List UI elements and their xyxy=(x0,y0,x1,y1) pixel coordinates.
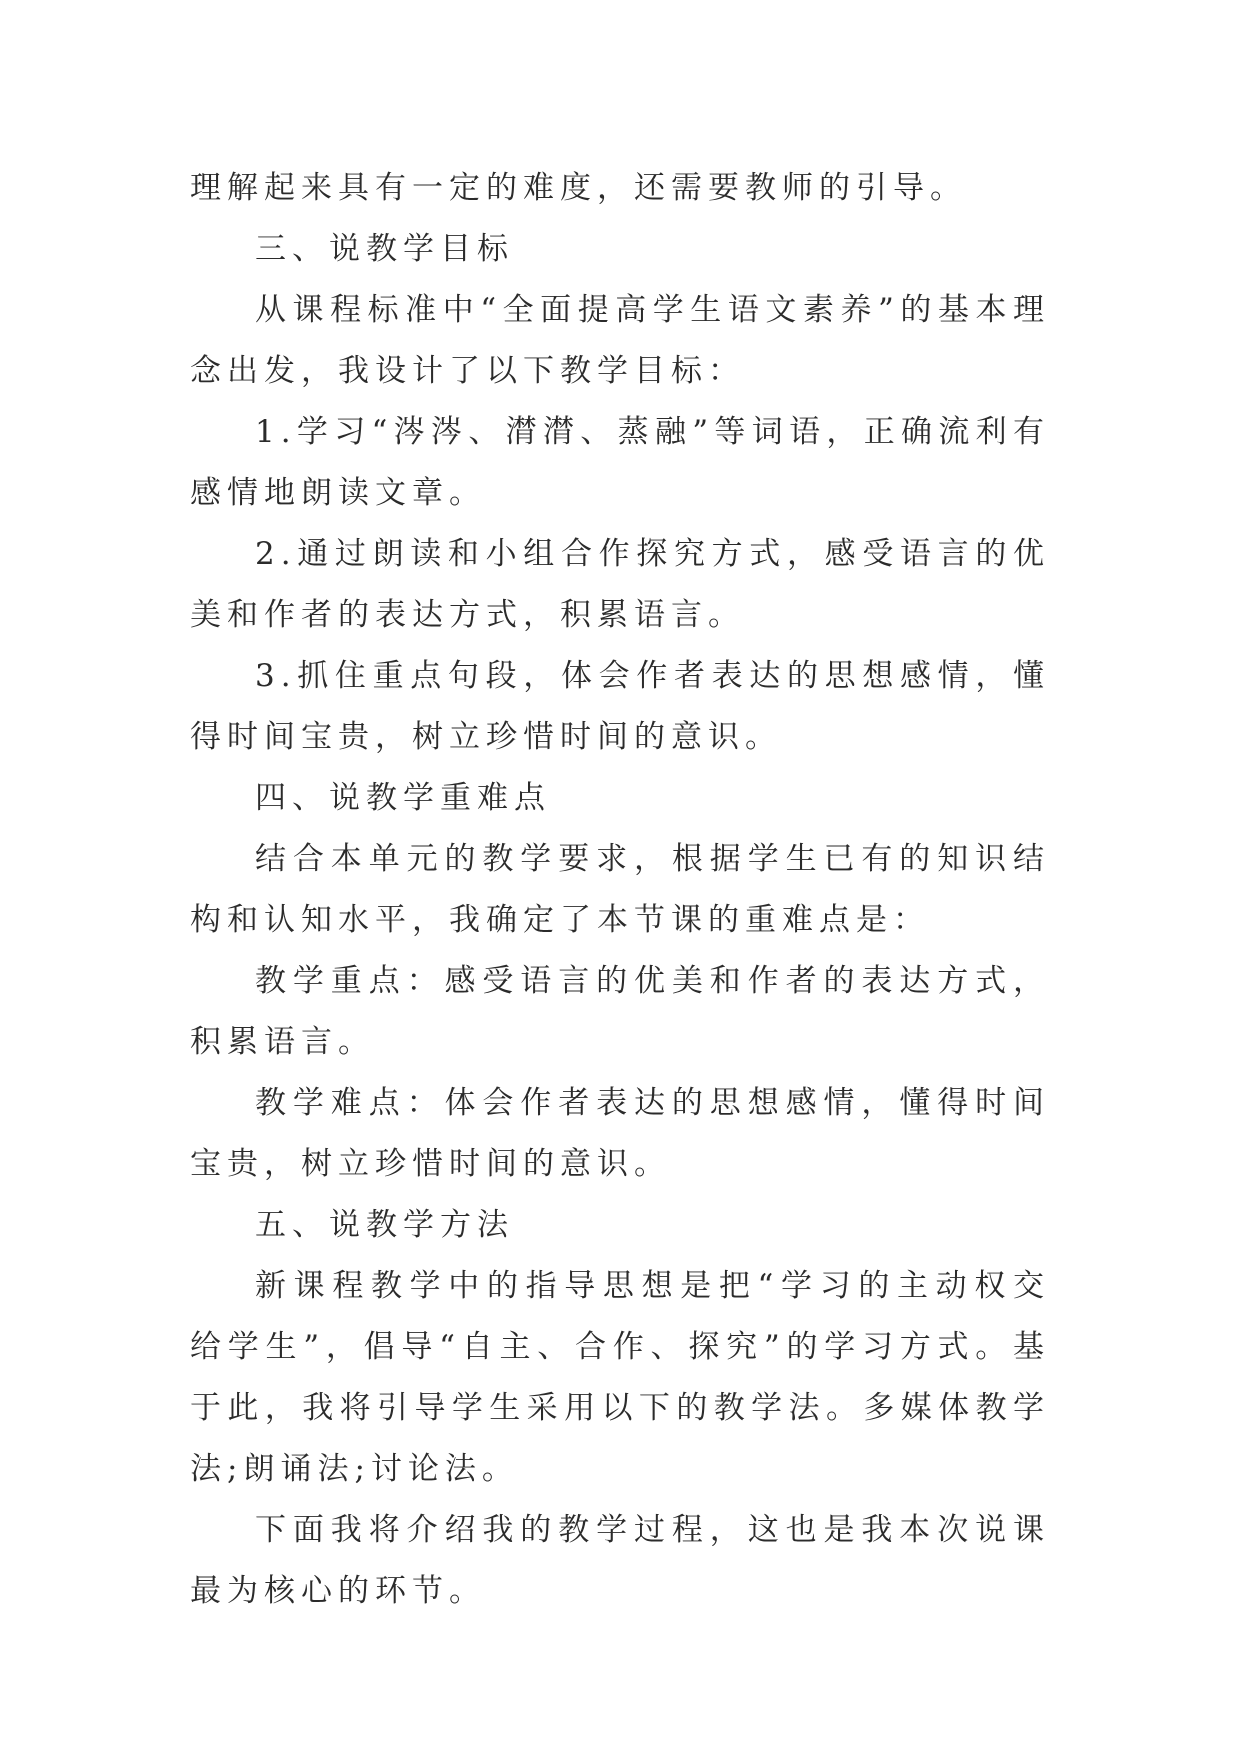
section-heading-methods: 五、说教学方法 xyxy=(255,1207,514,1243)
paragraph-continuation: 理解起来具有一定的难度，还需要教师的引导。 xyxy=(190,170,967,206)
paragraph-methods: 新课程教学中的指导思想是把“学习的主动权交给学生”，倡导“自主、合作、探究”的学习方式。基于此，我将引导学生采用以下的教学法。多媒体教学法;朗诵法;讨论法。 xyxy=(190,1268,1050,1487)
paragraph-objectives-intro: 从课程标准中“全面提高学生语文素养”的基本理念出发，我设计了以下教学目标： xyxy=(190,292,1050,389)
paragraph-teaching-focus: 教学重点：感受语言的优美和作者的表达方式，积累语言。 xyxy=(190,963,1050,1060)
section-heading-objectives: 三、说教学目标 xyxy=(255,231,514,267)
objective-item-2: 2.通过朗读和小组合作探究方式，感受语言的优美和作者的表达方式，积累语言。 xyxy=(190,536,1050,633)
objective-item-1: 1.学习“涔涔、潸潸、蒸融”等词语，正确流利有感情地朗读文章。 xyxy=(190,414,1050,511)
paragraph-key-points-intro: 结合本单元的教学要求，根据学生已有的知识结构和认知水平，我确定了本节课的重难点是： xyxy=(190,841,1050,938)
paragraph-transition: 下面我将介绍我的教学过程，这也是我本次说课最为核心的环节。 xyxy=(190,1512,1050,1609)
paragraph-teaching-difficulty: 教学难点：体会作者表达的思想感情，懂得时间宝贵，树立珍惜时间的意识。 xyxy=(190,1085,1050,1182)
document-body xyxy=(190,158,1050,1622)
section-heading-key-points: 四、说教学重难点 xyxy=(255,780,551,816)
objective-item-3: 3.抓住重点句段，体会作者表达的思想感情，懂得时间宝贵，树立珍惜时间的意识。 xyxy=(190,658,1050,755)
